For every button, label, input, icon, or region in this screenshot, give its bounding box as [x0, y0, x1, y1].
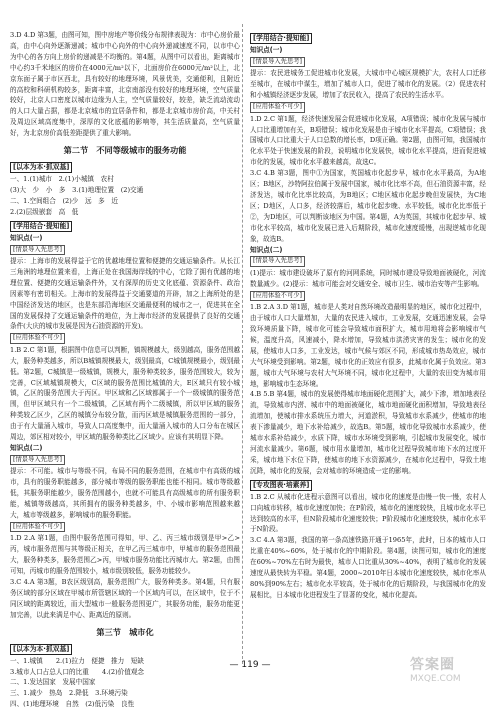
watermark-main-text: 答案圈 [410, 657, 455, 673]
page-number-value: 119 [241, 660, 259, 670]
right-learn-header: [学用结合·提知能] [250, 33, 312, 44]
left-apply2-paragraph-1: 1.D 2.A 第1题，由图中服务范围可得知，甲、乙、丙三城市级别是甲>乙>丙，城市服务范围与其等级正相关，在甲乙丙三城市中，甲城市的服务范围最大，服务种类多，服务范围乙>丙，甲城市服务功能比丙城市大。第2题，由图可知，丙城市的服务范围较小，城市级别较低，服务功能较少。 [10, 534, 240, 576]
right-review-header: [专攻图表·培素养] [250, 480, 312, 491]
right-apply1-paragraph-1: 1.D 2.C 第1题，经济快速发展会促进城市化发展，A项错误；城市化发展与城市人口比重增加有关，B项错误；城市化发展是由于城市化水平提高，C项错误；我国城市人口比重大于人口总数的增长率，D项正确。第2题，由图可知，我国城市化水平处于快速发展的阶段，说明城市化发展快，城市化水平提高，进而促进城市化的发展，城市化水平越来越高，故选C。 [250, 114, 486, 167]
section-2-line-1: 一、1.(1)城市 2.(1)小城镇 农村 [10, 174, 114, 183]
right-apply1-paragraph-2: 3.C 4.B 第3题，图中①为国家，英国城市化起步早，城市化水平最高，为A地区；B地区，沙特阿拉伯属于发展中国家，城市化比率不高，但石油资源丰富，经济发达，城市化比率比较高，为B地区；C地区城市化起步晚但发展快，为C地区；D地区，人口多，经济较落后，城市化起步晚、水平较低，城市化比率低于②，为D地区，可以判断该地区为中国。第4题，A为英国，其城市化起步早、城市化水平较高，城市化发展已进入后期阶段，城市化速度缓慢，出现逆城市化现象，故选B。 [250, 169, 486, 243]
right-review-paragraph-1: 1.B 2.C 从城市化进程示意图可以看出，城市化的速度是由慢一快一慢，农村人口向城市转移，城市化速度加快；在P阶段，城市化的速度较快，且城市化水平已达到较高的水平，但N阶段城市化速度较快；P阶段城市化速度较快，城市化水平于N阶段。 [250, 492, 486, 534]
watermark-sub-text: MXQE.COM [410, 674, 461, 684]
page-number: — 119 — [229, 660, 271, 670]
left-kp1-paragraph: 提示：上海市的发展得益于它的优越地理位置和便捷的交通运输条件。从长江三角洲的地理位置来看，上海正处在我国海岸线的中心，它除了拥有优越的地理位置、便捷的交通运输条件外，又有深厚的历史文化底蕴、资源条件、政治因素等有密切相关。上海市的发展得益于交通要道的开辟，加之上海所处的是中国经济发达的地区，也是东部沿海地区交通最便利的城市之一，促进其在全国的发展保持了交通运输条件的地位，为上海市经济的发展提供了良好的交通条件(大庆的城市发展是因为石油资源的开发)。 [10, 257, 240, 331]
section-3-title: 第三节 城市化 [96, 626, 154, 637]
section-2-basics-header: [以本为本·抓双基] [10, 162, 72, 173]
right-kp1-paragraph: 提示：农民进城务工促进城市化发展，大城市中心城区规模扩大，农村人口迁移至城市，在城市中谋生，增加了城市人口，促进了城市化的发展。（2）促进农村和小城镇经济逐步发展，增加了农民收入，提高了农民的生活水平。 [250, 69, 486, 100]
left-apply1-paragraph: 1.B 2.C 第1题，根据图中信息可以判断，镇规模越大，级别越高，服务范围越大，服务种类越多，所以B城镇规模最大，级别最高，C城镇规模最小，级别最低。第2题，C城镇是一级城镇，规模大，服务种类较多，服务范围较大，较为完善，C区域城镇规模大，C区域的服务范围比城镇的大，E区域只有较小城镇，乙区的服务范围大于丙区。甲区域和乙区域都属于一个一级城镇的服务范围，但甲区域只有一个二级城镇，乙区域有两个二级城镇，所以甲区域的服务种类较乙区少，乙区的城镇分布较分散，而丙区域是城镇服务范围的一部分，由于有大量涌入城市，导致人口高度集中，而大量涌入城市的人口分布在城区周边，郊区相对较小，甲区域的服务种类比乙区域少。应该有其明显下降。 [10, 345, 240, 442]
section-3-line-4: 三、1.减少 热岛 2.降低 3.环境污染 [10, 689, 128, 698]
section-3-line-5: 四、(1)地理环境 自然 (2)低污染 良性 [10, 700, 135, 709]
column-divider [242, 24, 243, 664]
right-knowledge-point-2: 知识点(二) [250, 245, 283, 254]
section-2-line-4: 2.(2)层级嵌套 高 低 [10, 207, 79, 216]
right-apply2-paragraph-1: 1.B 2.A 3.D 第1题，城市是人类对自然环境改造最明显的地区，城市化过程中，由于城市人口大量增加，大量的农民进入城市，工业发展，交通迅速发展，会导致环境质量下降，城市化可能会导致城市面积扩大，城市用地将会影响城市气候，温度升高，风速减小，降水增加，导致城市洪涝灾害的发生；城市化的发展，使城市人口多，工业发达，城市气候与郊区不同，形成城市热岛效应，城市大气环境受到影响。第2题，城市化的正效应有很多，此城市化属于负效应。第3题，城市大气环境与农村大气环境不同，城市化过程中，大量的农田变为城市用地，影响城市生态环境。 [250, 303, 486, 388]
section-3-line-3: 二、1.发达国家 发展中国家 [10, 678, 96, 687]
left-knowledge-point-1: 知识点(一) [10, 233, 43, 242]
left-column [10, 30, 240, 710]
section-2-title: 第二节 不同等级城市的服务功能 [63, 145, 187, 156]
left-kp2-paragraph: 提示：不可能。城市与等级不同，布局不同的服务范围，在城市中有高级的城市，具有的服务职能越多，部分城市等级的服务职能也能不相同。城市等级越低，其服务职能越少，服务范围越小，也就不可能具有高级城市的所有服务职能，城镇等级越高，其所拥有的服务种类越多，中、小城市影响范围越来越大，城市等级越多，影响城市的服务职能。 [10, 467, 240, 520]
left-knowledge-point-2: 知识点(二) [10, 444, 43, 452]
left-apply-2-label: [应用体验不可少] [10, 522, 65, 533]
right-knowledge-point-1: 知识点(一) [250, 46, 283, 54]
intro-paragraph: 3.D 4.D 第3题，由图可知，图中房地产等价线分布规律表现为：市中心房价最高，由中心向外逐渐递减；城市中心向外的中心向外递减速度不同，以市中心为中心的各方向上房价的递减是不均衡的。第4题，从图中可以看出，距离城市中心约3千米地区的房价在4000元/m²以下，北面房价在6000元/m²以上，北京东面子属于市区西北，具有较好的地理环境，风景优美，交通便利，且附近的高校和科研机构较多，距离丰富，北京南部没有较好的地理环境，空气质量较好，北京人口密度以城市边缘为人主，空气质量较好，较差，缺乏流动流动的人口大量占据，都是北京城市的宜居条件和，都是北京城市房价高，中关村及周边区域高度集中，深厚的文化底蕴的影响等，其生活质量高，空气质量好，为北京房价高低差距提供了重大影响。 [10, 31, 240, 138]
left-scene-1-label: [情景导入先思考] [10, 245, 65, 256]
left-apply2-paragraph-2: 3.C 4.A 第3题，B农区级别高，服务范围广大，服务种类多。第4题，只有服务区域的部分区域在甲城市所管辖区域的一个区域内可以，在区域中，位于不同区域的距离较近，而大型城市一般服务范围更广，其服务功能，服务功能更加完善，以此来满足中心、距离近的原则。 [10, 578, 240, 619]
right-kp2-paragraph: (1)提示：城市建设破坏了原有的河网系统，同时城市建设导致地面被硬化，河流数量减少。(2)提示：城市可能会对交通安全、城市卫生、城市治安等产生影响。 [250, 268, 486, 288]
right-scene-1-label: [情景导入先思考] [250, 57, 305, 68]
section-3-basics-header: [以本为本·抓双基] [10, 644, 72, 655]
section-3-line-1: 一、1.城镇 2.(1)拉力 便捷 推力 短缺 [10, 656, 145, 665]
left-scene-2-label: [情景导入先思考] [10, 455, 65, 466]
right-apply2-paragraph-2: 4.B 5.B 第4题，城市的发展使得城市地面硬化范围扩大，减少下渗，增加地表径流，导致城市内涝、城市中的地面被硬化，城市地面硬化面积增加，导致地表径流增加，使城市排水系统压力增大，河道淤积，导致城市水系减少，使城市的地表下渗量减少，地下水补给减少，故选B。第5题，城市化导致城市水系减少，使城市水系补给减少，水质下降，城市水环境受到影响，引起城市发展变化，城市河流水量减少。第6题，城市用水量增加，城市化过程导致城市地下水的过度开采，城市地下水位下降，使城市的地下水资源减少，在城市化过程中，导致土地沉降，城市化的发展，会对城市的环境造成一定的影响。 [250, 390, 486, 475]
section-2-line-2: (3)大 少 小 多 3.(1)地理位置 (2)交通 [10, 185, 144, 194]
section-2-line-3: 二、1.空间组合 (2)少 远 多 近 [10, 196, 118, 205]
left-learn-header: [学用结合·提知能] [10, 221, 72, 232]
right-apply-2-label: [应用体验不可少] [250, 291, 305, 302]
section-3-line-2: 3.城市人口占总人口的比重 4.(2)价值观念 [10, 667, 145, 676]
site-watermark [410, 654, 494, 694]
right-apply-1-label: [应用体验不可少] [250, 102, 305, 113]
right-column [250, 30, 486, 601]
right-scene-2-label: [情景导入先思考] [250, 256, 305, 267]
left-apply-1-label: [应用体验不可少] [10, 333, 65, 344]
right-review-paragraph-2: 3.C 4.A 第3题，我国的第一条高速铁路开通于1965年，此时，日本的城市人口比重在40%~60%，处于城市化的中期阶段。第4题，读图可知，城市化的速度在60%~70%左右时为最快，城市人口比重从30%~40%，表明了城市化的发展速度从最快转为平稳。第4题，2000~2010年日本城市化速度较快，城市化率从80%到90%左右；城市化水平较高，处于城市化的后期阶段，与我国城市化的发展相比，日本城市化进程发生了显著的变化，城市化提高。 [250, 536, 486, 599]
